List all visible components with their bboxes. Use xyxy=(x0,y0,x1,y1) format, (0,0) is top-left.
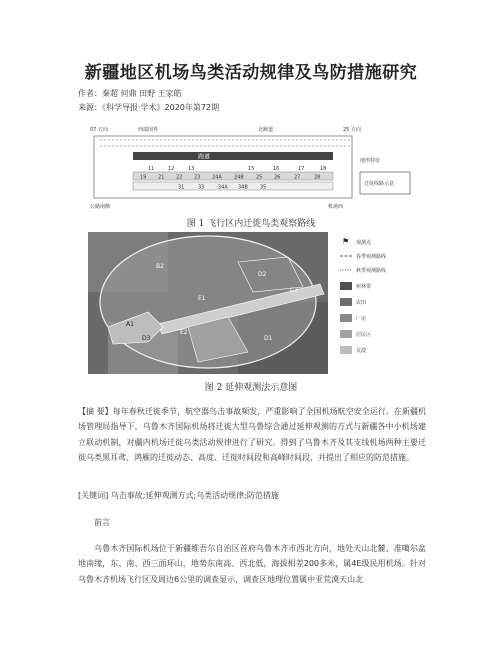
fig1-row2-n4: 24A xyxy=(212,174,222,181)
fig2-legend-label-5: 厂房 xyxy=(356,316,367,322)
fig2-zone-6: E2 xyxy=(180,329,188,336)
fig1-row2-n0: 19 xyxy=(140,174,147,181)
fig1-row1-n5: 17 xyxy=(298,166,305,172)
fig1-runway-label: 跑道 xyxy=(198,153,211,161)
fig2-legend-swatch-3 xyxy=(340,282,352,290)
fig1-legend-box: 迁徙线路示意 xyxy=(364,181,395,187)
fig2-legend-swatch-7 xyxy=(340,346,352,354)
fig2-legend-swatch-4 xyxy=(340,298,352,306)
fig2-legend-flag-icon: ⚑ xyxy=(342,237,350,246)
fig1-row2-n3: 23 xyxy=(194,174,201,181)
fig1-bottom-label-0: 公路南侧 xyxy=(90,204,111,210)
fig2-legend-label-2: 秋季观测路线 xyxy=(356,268,387,274)
fig1-bottom-label-1: 机场西 xyxy=(328,204,344,210)
fig2-zone-0: B2 xyxy=(156,263,164,270)
fig2-legend-label-0: 观测点 xyxy=(356,240,372,246)
abstract-paragraph xyxy=(78,404,426,466)
keywords-line xyxy=(78,488,426,503)
figure-2-map xyxy=(88,232,418,374)
fig1-row3-n3: 34B xyxy=(238,184,248,191)
fig1-row2-n8: 27 xyxy=(294,174,301,181)
fig1-row3-n0: 31 xyxy=(178,184,185,191)
fig2-legend-label-4: 农田 xyxy=(356,300,367,306)
fig1-row2-n7: 26 xyxy=(274,174,281,181)
fig1-row1-n4: 16 xyxy=(273,166,280,172)
fig2-zone-1: D2 xyxy=(258,271,267,278)
figure-1 xyxy=(88,122,418,214)
fig2-zone-7: D1 xyxy=(264,335,273,342)
figure-2-caption: 图 2 延伸观测法示意图 xyxy=(204,383,298,393)
fig1-row1-n0: 11 xyxy=(148,166,155,172)
fig2-legend-swatch-5 xyxy=(340,314,352,322)
preface-heading: 前言 xyxy=(94,518,110,527)
fig1-row3-n4: 35 xyxy=(260,184,267,191)
fig2-zone-3: E1 xyxy=(198,295,206,302)
fig2-zone-2: C3 xyxy=(290,287,299,294)
fig2-legend-label-6: 居民区 xyxy=(356,332,372,338)
paper-title: 新疆地区机场鸟类活动规律及鸟防措施研究 xyxy=(84,63,418,83)
fig2-legend xyxy=(340,237,386,354)
authors-line xyxy=(78,88,182,99)
keywords-text: 乌击事故;延伸观测方式;乌类活动规律;防范措施 xyxy=(110,491,279,500)
figure-1-caption: 图 1 飞行区内迁徙鸟类观察路线 xyxy=(186,219,316,229)
fig2-zone-4: A1 xyxy=(126,321,134,328)
fig2-legend-swatch-6 xyxy=(340,330,352,338)
fig1-top-label-2: 北跑道 xyxy=(258,127,274,133)
fig1-row2-n2: 22 xyxy=(176,174,183,181)
abstract-text: 每年春秋迁徙季节，航空器鸟击事故频发，严重影响了全国机场航空安全运行。在新疆机场管理局指导下，乌鲁木齐国际机场将迁徙大型乌鲁综合通过延伸观测的方式与新疆各中小机场建立联动机制，对疆内机场迁徙乌类活动规律进行了研究。得到了乌鲁木齐及其支线机场两种主要迁徙乌类黑耳鸢、鸿雁的迁徙动态、高度、迁徙时间段和高峰时间段，并提出了相应的防范措施。 xyxy=(78,407,426,463)
fig1-row1 xyxy=(148,166,326,172)
abstract-label: 【摘 要】 xyxy=(78,407,113,416)
fig1-side-label: 地形特征 xyxy=(360,158,381,164)
fig1-top-label-3: 25 方向 xyxy=(343,127,361,133)
fig1-row2-n5: 24B xyxy=(234,174,244,181)
fig1-row2-n1: 21 xyxy=(158,174,165,181)
source-line xyxy=(78,102,219,113)
figure-1-diagram xyxy=(88,122,418,214)
fig1-row2-n6: 25 xyxy=(256,174,263,181)
fig1-row1-n2: 13 xyxy=(188,166,195,172)
keywords-label: [关键词] xyxy=(78,491,109,500)
authors: 秦超 何鼎 田野 王家皓 xyxy=(102,89,182,98)
source: 《科学导报·学术》2020年第72期 xyxy=(102,103,220,112)
fig1-top-label-1: 西端围界 xyxy=(138,127,159,133)
fig1-row3-n2: 34A xyxy=(218,184,228,191)
fig1-row1-n1: 12 xyxy=(168,166,175,172)
fig1-row1-n3: 15 xyxy=(248,166,255,172)
fig1-row1-n6: 18 xyxy=(320,166,327,172)
authors-label: 作者： xyxy=(78,89,102,98)
figure-2 xyxy=(88,232,418,374)
fig1-row3-n1: 33 xyxy=(198,184,205,191)
fig2-legend-label-1: 春季观测路线 xyxy=(356,254,387,260)
fig1-top-label-0: 07 方向 xyxy=(90,127,108,133)
body-paragraph: 乌鲁木齐国际机场位于新疆维吾尔自治区首府乌鲁木齐市西北方向，地处天山北麓、准噶尔盆地南缘，东、南、西三面环山，地势东南高、西北低，海拔相差200多米，属4E级民用机场。针对乌鲁木齐机场飞行区及周边6公里的调查显示，调查区地理位置属中亚荒漠天山北 xyxy=(78,544,426,584)
fig2-legend-label-7: 荒漠 xyxy=(356,348,367,354)
fig2-zone-5: D3 xyxy=(142,335,151,342)
source-label: 来源： xyxy=(78,103,102,112)
fig2-legend-label-3: 树林带 xyxy=(356,284,372,290)
fig1-row2-n9: 28 xyxy=(314,174,321,181)
